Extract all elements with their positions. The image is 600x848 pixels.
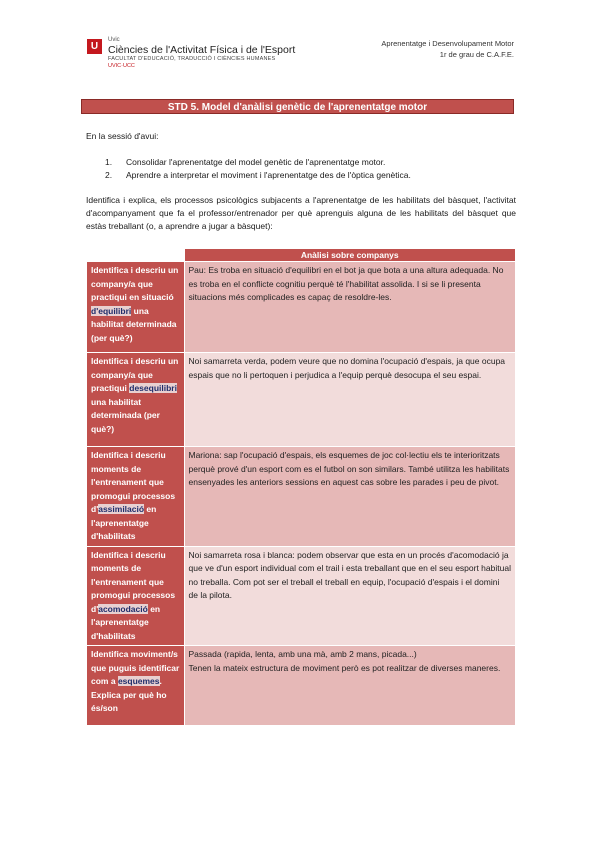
- objectives-list: [105, 156, 411, 182]
- analysis-table: [86, 248, 516, 726]
- answer-cell: Noi samarreta rosa i blanca: podem observar que esta en un procés d'acomodació ja que ve d'un esport individual com el trail i esta treballant que en el seu esport habitual no treballa. Com pot ser el treball el treball en equip, l'ocupació d'espais i el domini de la pilota.: [184, 546, 516, 646]
- answer-cell: Pau: Es troba en situació d'equilibri en el bot ja que bota a una altura adequada. No es troba en el conflicte cognitiu perquè té l'habilitat assolida. I si se li presenta situacions més complicades es capaç de resoldre-les.: [184, 262, 516, 353]
- keyword: assimilació: [98, 504, 145, 514]
- logo-icon: U: [87, 39, 102, 54]
- course-year: 1r de grau de C.A.F.E.: [439, 50, 514, 59]
- answer-cell: Noi samarreta verda, podem veure que no domina l'ocupació d'espais, ja que ocupa espais que no li pertoquen i perjudica a l'equip perquè desocupa el seu espai.: [184, 353, 516, 447]
- table-row: [87, 262, 516, 353]
- table-row: [87, 646, 516, 726]
- question-cell: Identifica i descriu un company/a que practiqui en situació d'equilibri una habilitat determinada (per què?): [87, 262, 185, 353]
- table-row: [87, 353, 516, 447]
- answer-cell: Passada (rapida, lenta, amb una mà, amb 2 mans, picada...) Tenen la mateix estructura de moviment però es pot realitzar de diverses maneres.: [184, 646, 516, 726]
- keyword: d'equilibri: [91, 305, 132, 316]
- logo-faculty: FACULTAT D'EDUCACIÓ, TRADUCCIÓ I CIÈNCIES HUMANES: [108, 56, 276, 62]
- question-cell: Identifica i descriu un company/a que practiqui desequilibri una habilitat determinada (per què?): [87, 353, 185, 447]
- list-item: 1. Consolidar l'aprenentatge del model genètic de l'aprenentatge motor.: [105, 157, 386, 167]
- university-logo: [87, 37, 295, 70]
- table-header: Anàlisi sobre companys: [184, 249, 516, 262]
- keyword: esquemes: [117, 676, 160, 686]
- course-header: [381, 38, 514, 60]
- table-row: [87, 447, 516, 547]
- session-intro: En la sessió d'avui:: [86, 131, 159, 141]
- instructions-paragraph: Identifica i explica, els processos psicològics subjacents a l'aprenentatge de les habilitats del bàsquet, l'activitat d'acompanyament que fa el professor/entrenador per què aprenguis alguna de les habilitats del bàsquet que estàs treballant (o, a aprendre a jugar a bàsquet):: [86, 195, 516, 231]
- logo-institution: UVIC·UCC: [108, 63, 135, 69]
- answer-cell: Mariona: sap l'ocupació d'espais, els esquemes de joc col·lectiu els te interioritzats perquè prové d'un esport com es el futbol on son similars. També utilitza les habilitats ensenyades les anteriors sessions en aquest cas sobre les parades i peu de pivot.: [184, 447, 516, 547]
- page-title: STD 5. Model d'anàlisi genètic de l'aprenentatge motor: [81, 99, 514, 114]
- keyword: acomodació: [98, 603, 148, 614]
- table-row: [87, 546, 516, 646]
- logo-title: Ciències de l'Activitat Física i de l'Esport: [108, 44, 296, 56]
- question-cell: Identifica i descriu moments de l'entrenament que promogui processos d'acomodació en l'aprenentatge d'habilitats: [87, 546, 185, 646]
- logo-university: Uvic: [108, 37, 120, 43]
- list-item: 2. Aprendre a interpretar el moviment i l'aprenentatge des de l'òptica genètica.: [105, 170, 411, 180]
- question-cell: Identifica i descriu moments de l'entrenament que promogui processos d'assimilació en l'aprenentatge d'habilitats: [87, 447, 185, 547]
- question-cell: Identifica moviment/s que puguis identificar com a esquemes. Explica per què ho és/son: [87, 646, 185, 726]
- keyword: desequilibri: [129, 383, 177, 393]
- course-name: Aprenentatge i Desenvolupament Motor: [381, 39, 514, 48]
